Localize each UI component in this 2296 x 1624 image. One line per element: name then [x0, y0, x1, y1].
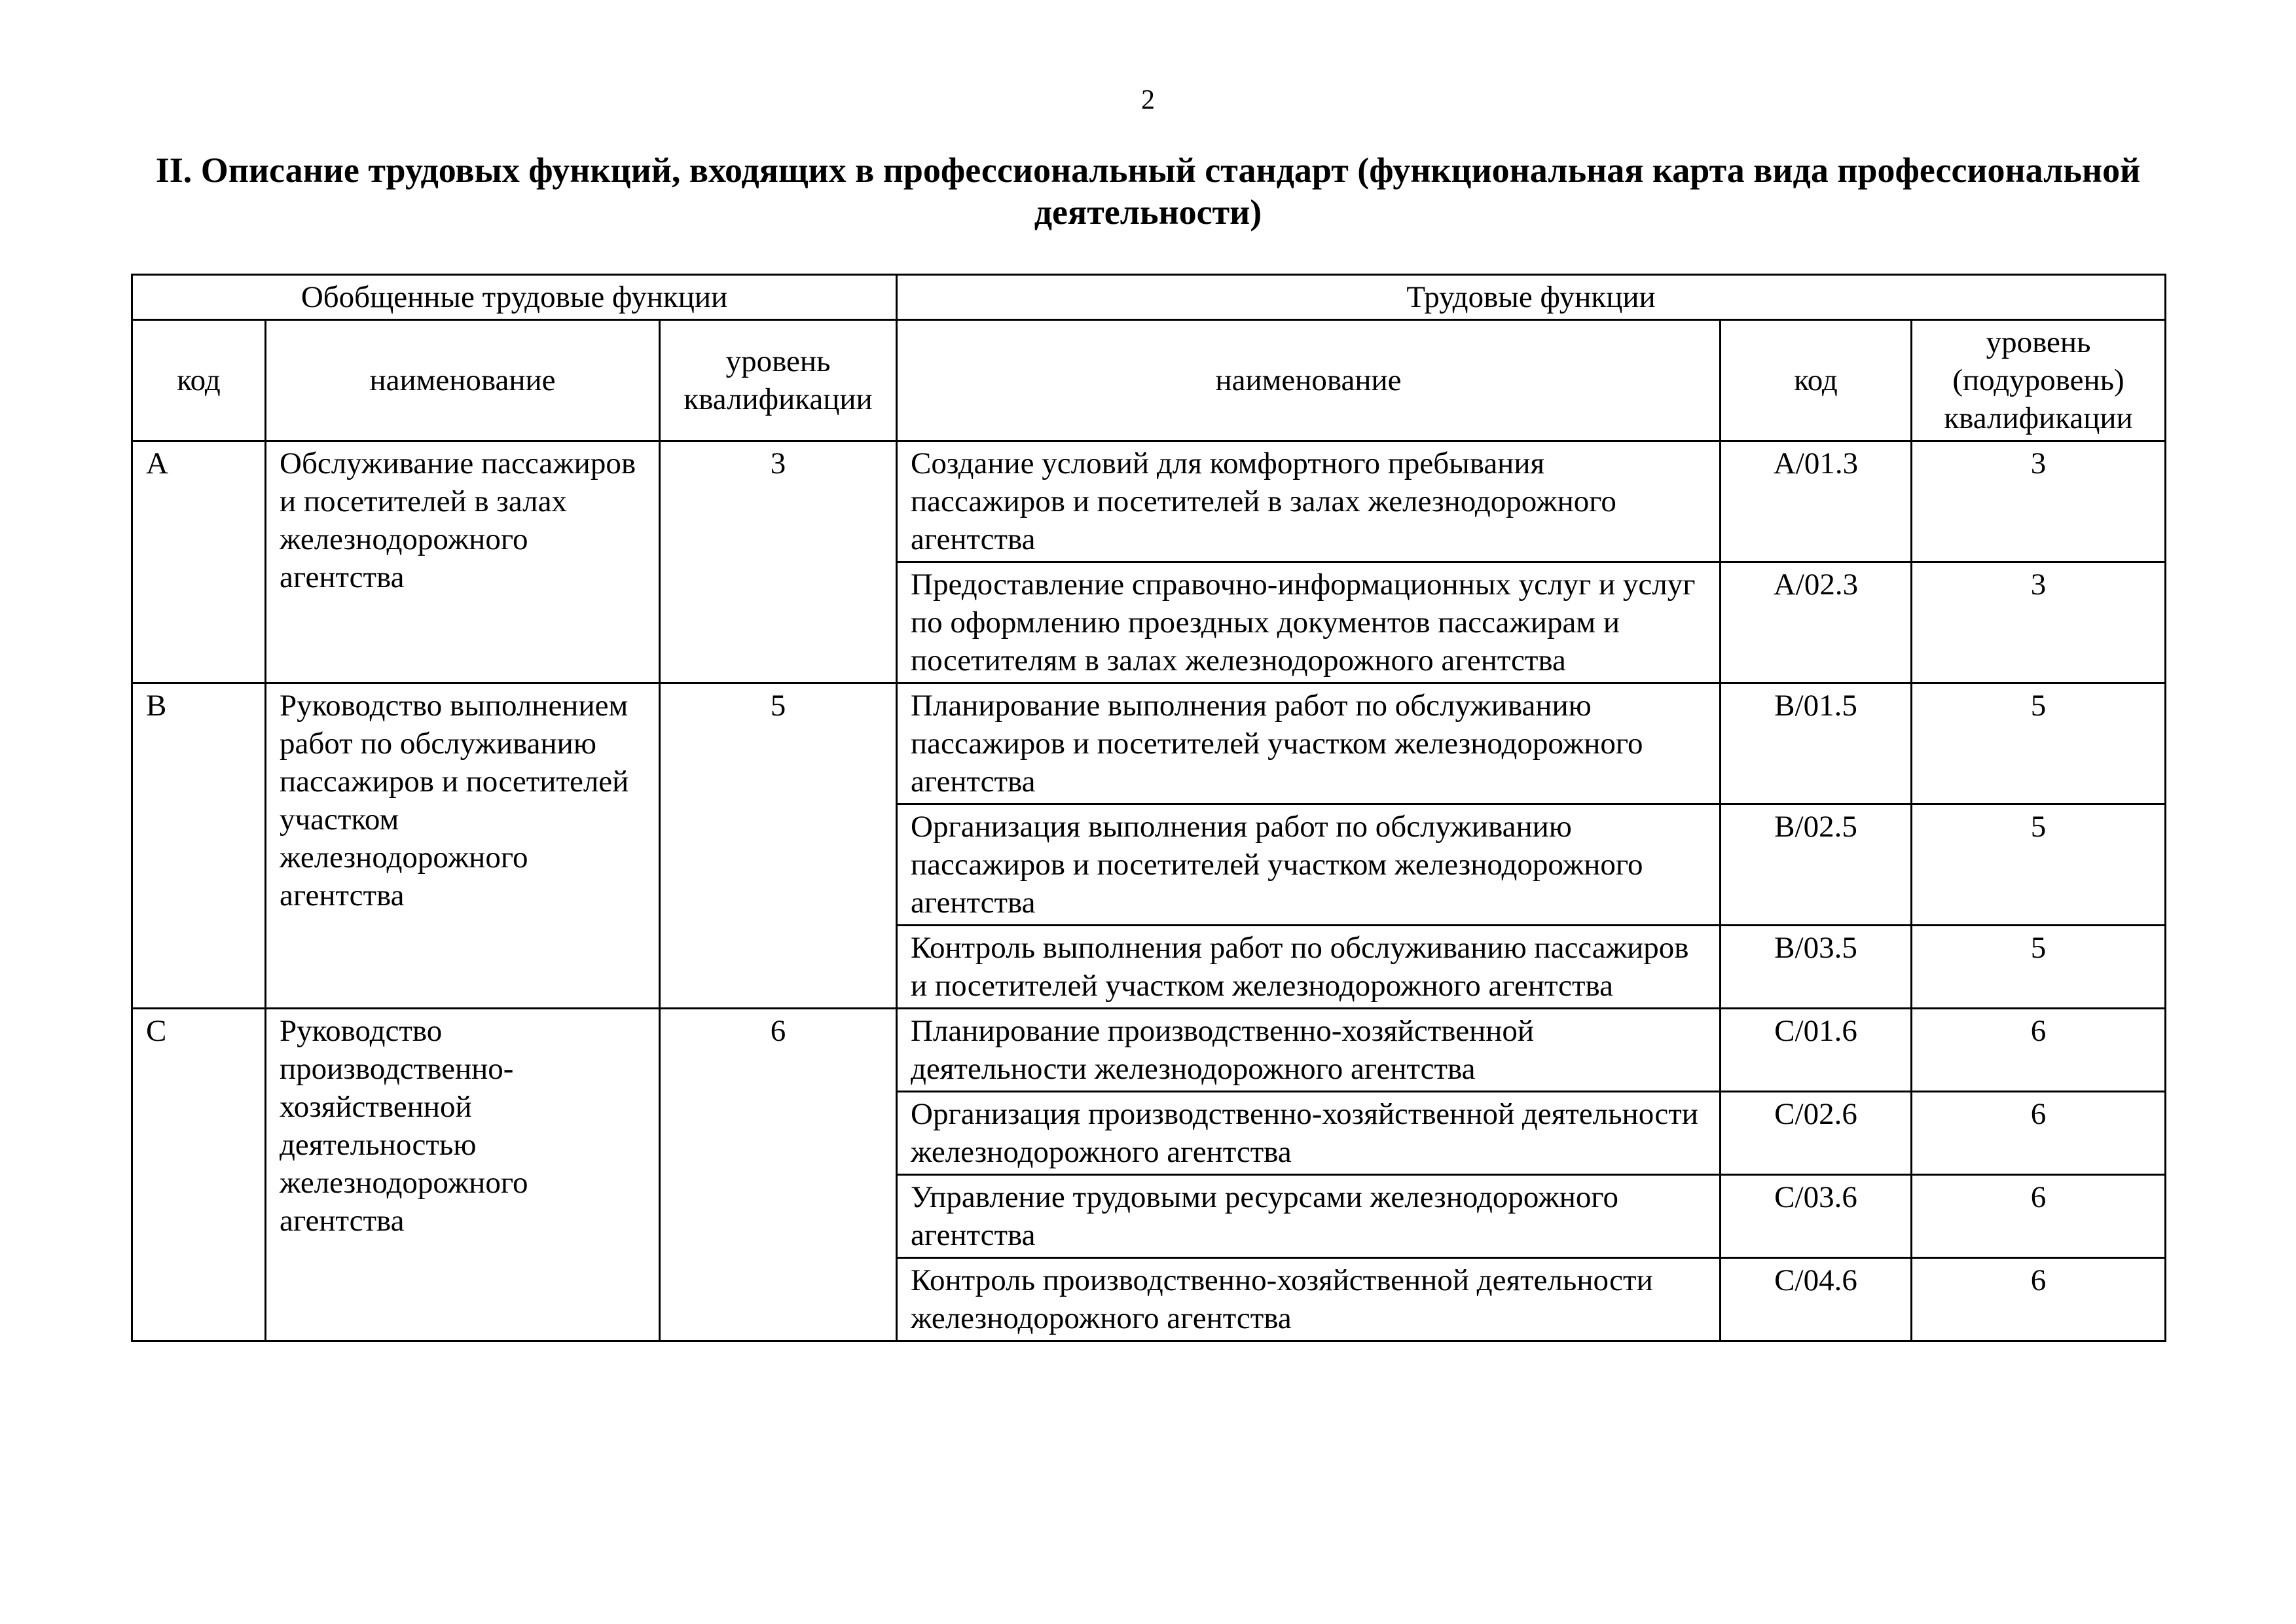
group-level: 6 — [660, 1009, 897, 1341]
header-labor-functions: Трудовые функции — [897, 275, 2166, 320]
header-tf-level: уровень (подуровень) квалификации — [1912, 320, 2166, 441]
function-code: C/04.6 — [1721, 1258, 1912, 1341]
function-name: Планирование производственно-хозяйственной деятельности железнодорожного агентства — [897, 1009, 1721, 1092]
group-code: C — [132, 1009, 266, 1341]
function-code: A/02.3 — [1721, 562, 1912, 683]
function-level: 6 — [1912, 1009, 2166, 1092]
function-level: 5 — [1912, 683, 2166, 804]
function-name: Создание условий для комфортного пребывания пассажиров и посетителей в залах железнодорожного агентства — [897, 441, 1721, 562]
group-level: 5 — [660, 683, 897, 1009]
table-row — [132, 441, 2166, 562]
function-code: B/02.5 — [1721, 804, 1912, 926]
function-level: 5 — [1912, 804, 2166, 926]
function-name: Контроль выполнения работ по обслуживанию пассажиров и посетителей участком железнодорожного агентства — [897, 926, 1721, 1009]
header-gen-code: код — [132, 320, 266, 441]
group-level: 3 — [660, 441, 897, 683]
group-name: Руководство выполнением работ по обслуживанию пассажиров и посетителей участком железнодорожного агентства — [266, 683, 660, 1009]
group-code: A — [132, 441, 266, 683]
function-level: 5 — [1912, 926, 2166, 1009]
function-code: B/01.5 — [1721, 683, 1912, 804]
function-name: Организация выполнения работ по обслуживанию пассажиров и посетителей участком железнодорожного агентства — [897, 804, 1721, 926]
document-title: II. Описание трудовых функций, входящих в профессиональный стандарт (функциональная карта вида профессиональной деятельности) — [155, 151, 2141, 232]
column-header-row — [132, 320, 2166, 441]
header-gen-level: уровень квалификации — [660, 320, 897, 441]
function-name: Управление трудовыми ресурсами железнодорожного агентства — [897, 1175, 1721, 1258]
group-code: B — [132, 683, 266, 1009]
function-code: C/01.6 — [1721, 1009, 1912, 1092]
function-level: 6 — [1912, 1092, 2166, 1175]
function-level: 3 — [1912, 441, 2166, 562]
group-header-row — [132, 275, 2166, 320]
header-gen-name: наименование — [266, 320, 660, 441]
function-name: Планирование выполнения работ по обслуживанию пассажиров и посетителей участком железнодорожного агентства — [897, 683, 1721, 804]
function-level: 3 — [1912, 562, 2166, 683]
header-generalized-functions: Обобщенные трудовые функции — [132, 275, 897, 320]
header-tf-code: код — [1721, 320, 1912, 441]
function-level: 6 — [1912, 1175, 2166, 1258]
page-number: 2 — [1141, 85, 1155, 115]
function-code: C/03.6 — [1721, 1175, 1912, 1258]
table-row — [132, 1009, 2166, 1092]
function-name: Контроль производственно-хозяйственной деятельности железнодорожного агентства — [897, 1258, 1721, 1341]
function-level: 6 — [1912, 1258, 2166, 1341]
function-code: B/03.5 — [1721, 926, 1912, 1009]
function-name: Организация производственно-хозяйственной деятельности железнодорожного агентства — [897, 1092, 1721, 1175]
functional-map-table-container — [131, 274, 2164, 1342]
function-name: Предоставление справочно-информационных услуг и услуг по оформлению проездных документов пассажирам и посетителям в залах железнодорожного агентства — [897, 562, 1721, 683]
header-tf-name: наименование — [897, 320, 1721, 441]
group-name: Обслуживание пассажиров и посетителей в залах железнодорожного агентства — [266, 441, 660, 683]
function-code: A/01.3 — [1721, 441, 1912, 562]
table-row — [132, 683, 2166, 804]
functional-map-table — [131, 274, 2166, 1342]
group-name: Руководство производственно-хозяйственной деятельностью железнодорожного агентства — [266, 1009, 660, 1341]
function-code: C/02.6 — [1721, 1092, 1912, 1175]
